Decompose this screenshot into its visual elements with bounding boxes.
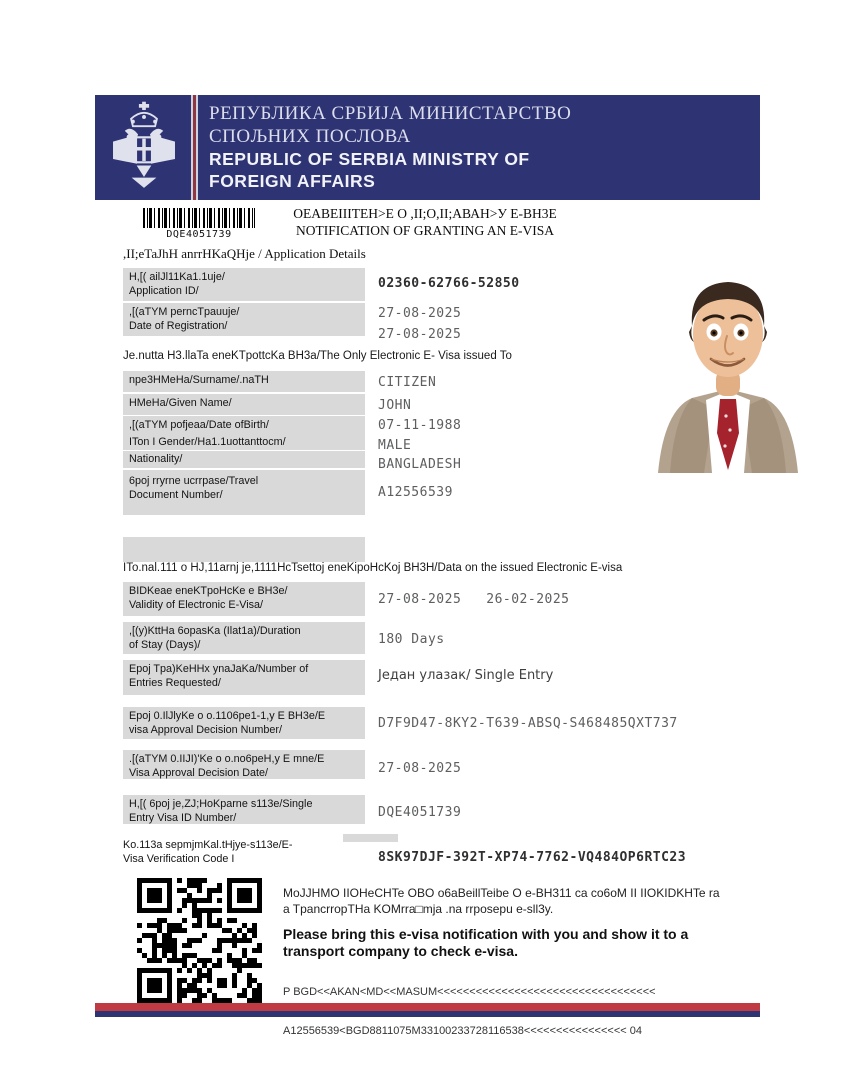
field-label: H,[( ailJl11Ka1.1uje/ Application ID/ <box>123 268 365 301</box>
field-label: .[(aTYM 0.IIJI)'Ke o o.no6peH,y E mne/E Visa Approval Decision Date/ <box>123 750 365 779</box>
header-band <box>95 95 760 200</box>
field-label: ,[(aTYM pofjeaa/Date ofBirth/ <box>123 416 365 437</box>
approval-date-value: 27-08-2025 <box>378 761 462 776</box>
entries-value: Један улазак/ Single Entry <box>378 668 554 683</box>
footer-bar-red <box>95 1003 760 1011</box>
approval-number-value: D7F9D47-8KY2-T639-ABSQ-S468485QXT737 <box>378 716 678 731</box>
application-id-value: 02360-62766-52850 <box>378 276 520 291</box>
travel-document-number-value: A12556539 <box>378 485 453 500</box>
mrz-line-1: P BGD<<AKAN<MD<<MASUM<<<<<<<<<<<<<<<<<<<<<<<<<<<<<<<<<< <box>283 986 656 998</box>
surname-value: CITIZEN <box>378 375 437 390</box>
qr-code <box>137 878 262 1003</box>
nationality-value: BANGLADESH <box>378 457 462 472</box>
date-of-birth-value: 07-11-1988 <box>378 418 462 433</box>
notice-english: Please bring this e-visa notification with you and show it to a transport company to check e-visa. <box>283 926 689 959</box>
header-divider-stripe <box>191 95 198 200</box>
field-label: HMeHa/Given Name/ <box>123 394 365 415</box>
registration-date-value-2: 27-08-2025 <box>378 327 462 342</box>
verification-code-value: 8SK97DJF-392T-XP74-7762-VQ484OP6RTC23 <box>378 850 687 865</box>
validity-value: 27-08-2025 26-02-2025 <box>378 592 570 607</box>
ministry-name-english-2: FOREIGN AFFAIRS <box>209 171 376 191</box>
notice-serbian: MoJJHMO IIOHeCHTe OBO o6aBeillTeibe O e-BH311 ca co6oM II IIOKIDKHTe ra a TpancrropTHa KOMrra□mja .na rrposepu e-sll3y. <box>283 886 720 916</box>
ministry-name-english: REPUBLIC OF SERBIA MINISTRY OF <box>209 149 530 169</box>
serbia-coat-of-arms-icon <box>107 100 181 195</box>
duration-value: 180 Days <box>378 632 445 647</box>
field-label: Ko.113a sepmjmKal.tHjye-s113e/E- Visa Verification Code I <box>123 839 293 865</box>
section-evisa-data: ITo.nal.111 o HJ,11arnj je,1111HcTsettoj eneKipoHcKoj BH3H/Data on the issued Electronic E-visa <box>123 562 623 574</box>
field-label: ,[(y)KttHa 6opasKa (Ilat1a)/Duration of Stay (Days)/ <box>123 622 365 654</box>
field-label: BIDKeae eneKTpoHcKe e BH3e/ Validity of Electronic E-Visa/ <box>123 582 365 616</box>
field-label: ITon I Gender/Ha1.1uottanttocm/ <box>123 434 365 450</box>
gender-value: MALE <box>378 438 412 453</box>
visa-id-value: DQE4051739 <box>378 805 462 820</box>
applicant-photo <box>640 258 815 473</box>
field-label: Epoj 0.IlJlyKe o o.1106pe1-1,y E BH3e/E visa Approval Decision Number/ <box>123 707 365 739</box>
empty-label-block <box>123 537 365 562</box>
field-label: H,[( 6poj je,ZJ;HoKparne s113e/Single Entry Visa ID Number/ <box>123 795 365 824</box>
document-title-english: NOTIFICATION OF GRANTING AN E-VISA <box>296 223 554 238</box>
section-issued-to: Je.nutta H3.llaTa eneKTpottcKa BH3a/The Only Electronic E- Visa issued To <box>123 350 512 362</box>
given-name-value: JOHN <box>378 398 412 413</box>
section-application-details: ,II;eTaJhH anrrHKaQHje / Application Details <box>123 246 366 261</box>
visa-id-barcode <box>143 208 255 240</box>
field-label: npe3HMeHa/Surname/.naTH <box>123 371 365 392</box>
field-label: ,[(aTYM perncTpauuje/ Date of Registration/ <box>123 303 365 336</box>
field-label: 6poj rryrne ucrrpase/Travel Document Number/ <box>123 470 365 515</box>
registration-date-value: 27-08-2025 <box>378 306 462 321</box>
barcode-number: DQE4051739 <box>166 229 232 240</box>
document-title <box>265 205 585 239</box>
field-label: Epoj Tpa)KeHHx ynaJaKa/Number of Entries Requested/ <box>123 660 365 695</box>
ministry-name-cyrillic-2: СПОЉНИХ ПОСЛОВА <box>209 126 411 147</box>
ministry-name-cyrillic: РЕПУБЛИКА СРБИЈА МИНИСТАРСТВО <box>209 103 572 124</box>
barcode-bars <box>143 208 255 228</box>
document-title-serbian: ОЕАВЕIIIТЕН>Е О ,II;О,II;АВАН>У Е-ВН3Е <box>293 206 557 221</box>
footer-bar-navy <box>95 1011 760 1017</box>
mrz-line-2: A12556539<BGD8811075M33100233728116538<<<<<<<<<<<<<<<< 04 <box>283 1025 642 1037</box>
field-label: Nationality/ <box>123 451 365 468</box>
